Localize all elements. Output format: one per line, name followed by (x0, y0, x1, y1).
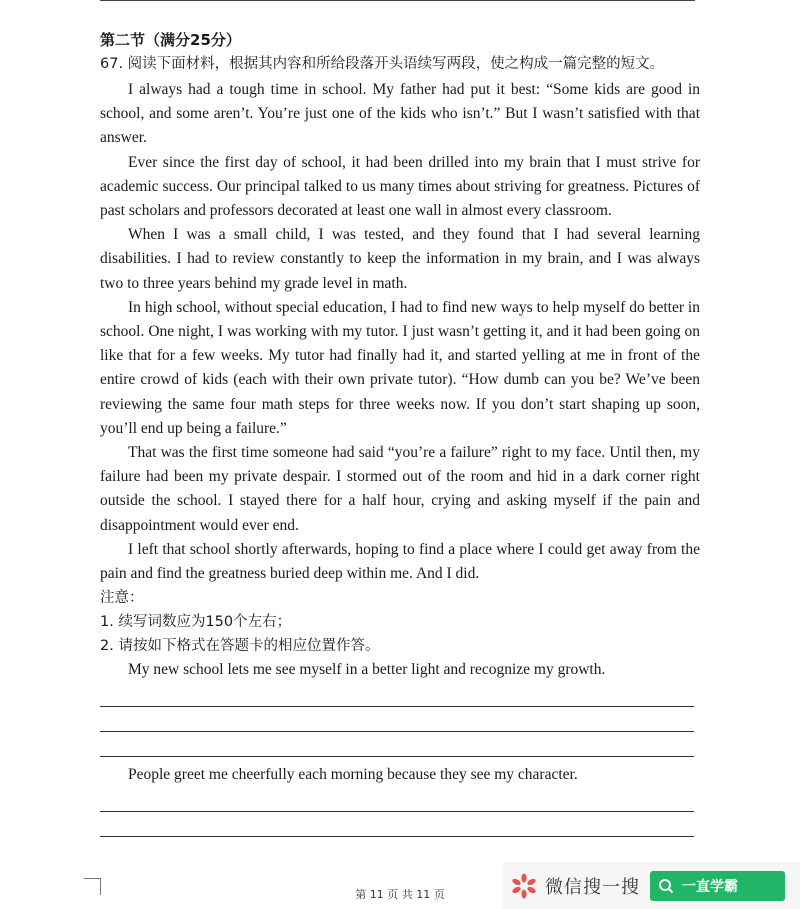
paragraph-4: In high school, without special education, I had to find new ways to help myself do better in school. One night, I was working with my tutor. I just wasn’t getting it, and it had been going on like that for a few weeks. My tutor had finally had it, and started yelling at me in front of the entire crowd of kids (each with their own private tutor). “How dumb can you be? We’ve been reviewing the same four math steps for three weeks now. If you don’t start shaping up soon, you’ll end up being a failure.” (100, 298, 700, 437)
paragraph-3: When I was a small child, I was tested, and they found that I had several learning disabilities. I had to review constantly to keep the information in my brain, and I was always two to three years behind my grade level in math. (100, 226, 700, 292)
wechat-app-name: 微信搜一搜 (545, 876, 640, 898)
notes-heading: 注意： (100, 590, 144, 607)
top-rule (100, 0, 695, 1)
answer-line[interactable] (100, 787, 694, 812)
paragraph-1: I always had a tough time in school. My father had put it best: “Some kids are good in school, and some aren’t. You’re just one of the kids who isn’t.” But I wasn’t satisfied with that answer. (100, 81, 700, 147)
paragraph-5: That was the first time someone had said “you’re a failure” right to my face. Until then, my failure had been my private despair. I stormed out of the room and hid in a dark corner right outside the school. I stayed there for a half hour, crying and asking myself if the pain and disappointment would ever end. (100, 444, 700, 534)
answer-line[interactable] (100, 812, 694, 837)
answer-line[interactable] (100, 682, 694, 707)
wechat-search-overlay[interactable] (503, 862, 800, 909)
paragraph-2: Ever since the first day of school, it had been drilled into my brain that I must strive for academic success. Our principal talked to us many times about striving for greatness. Pictures of past scholars and professors decorated at least one wall in almost every classroom. (100, 153, 700, 220)
question-text: 67. 阅读下面材料，根据其内容和所给段落开头语续写两段，使之构成一篇完整的短文。 (100, 56, 665, 72)
answer-line[interactable] (100, 732, 694, 757)
note-item-2: 2. 请按如下格式在答题卡的相应位置作答。 (100, 638, 380, 655)
wechat-search-label: 一直学霸 (682, 878, 738, 895)
note-item-1: 1. 续写词数应为150个左右； (100, 614, 292, 631)
document-body (100, 28, 700, 837)
wechat-search-icon (509, 871, 539, 901)
answer-line[interactable] (100, 707, 694, 732)
search-icon (658, 878, 674, 894)
continuation-prompt-2: People greet me cheerfully each morning because they see my character. (128, 766, 578, 784)
continuation-prompt-1: My new school lets me see myself in a better light and recognize my growth. (128, 661, 606, 679)
wechat-search-button[interactable] (650, 871, 785, 901)
paragraph-6: I left that school shortly afterwards, hoping to find a place where I could get away from the pain and find the greatness buried deep within me. And I did. (100, 540, 700, 583)
page-number: 第 11 页 共 11 页 (355, 888, 445, 901)
section-title: 第二节（满分25分） (100, 31, 241, 49)
